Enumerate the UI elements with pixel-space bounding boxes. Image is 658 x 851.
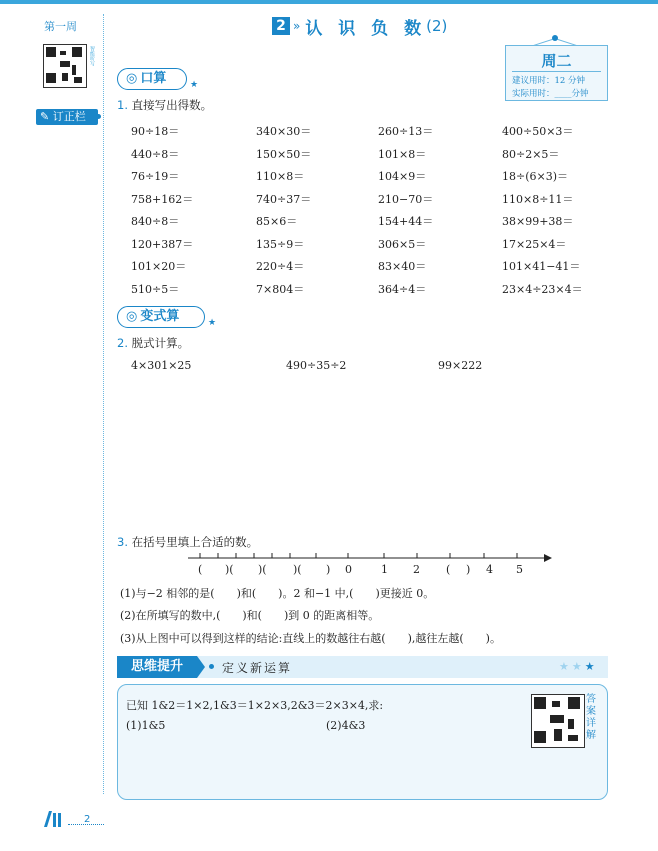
day-label: 周二	[541, 52, 572, 70]
actual-time: 实际用时：____分钟	[512, 89, 589, 99]
question-3-sub2: (2)在所填写的数中,( )和( )到 0 的距离相等。	[120, 609, 380, 622]
oral-calc-item: 740÷37＝	[256, 192, 312, 206]
oral-calc-title-text: 口算	[140, 71, 167, 86]
thinking-tag: 思维提升	[117, 656, 197, 678]
oral-calc-item: 758+162＝	[131, 192, 194, 206]
number-line-label: (	[446, 563, 451, 576]
number-line-label: )	[466, 563, 471, 576]
question-3	[117, 534, 258, 550]
oral-calc-item: 150×50＝	[256, 147, 312, 161]
variant-item: 490÷35÷2	[286, 359, 347, 372]
question-3-number: 3.	[117, 535, 128, 549]
target-icon: ◎	[126, 309, 138, 324]
page-mark-icon	[44, 811, 62, 827]
oral-calc-item: 510÷5＝	[131, 282, 180, 296]
number-line-label: )(	[293, 563, 302, 576]
oral-calc-section-title	[117, 68, 187, 90]
question-1	[117, 97, 212, 113]
oral-calc-item: 364÷4＝	[378, 282, 427, 296]
oral-calc-item: 110×8÷11＝	[502, 192, 574, 206]
oral-calc-item: 23×4÷23×4＝	[502, 282, 583, 296]
question-2-text: 脱式计算。	[131, 336, 190, 350]
question-2-number: 2.	[117, 336, 128, 350]
variant-item: 4×301×25	[131, 359, 192, 372]
oral-calc-item: 340×30＝	[256, 125, 312, 138]
difficulty-stars	[559, 660, 598, 673]
thinking-part-2: (2)4&3	[326, 719, 366, 732]
oral-calc-item: 83×40＝	[378, 260, 427, 273]
oral-calc-item: 104×9＝	[378, 170, 427, 183]
week-label: 第一周	[44, 20, 77, 33]
number-line-label: )(	[225, 563, 234, 576]
oral-calc-item: 260÷13＝	[378, 125, 434, 138]
oral-calc-item: 210−70＝	[378, 192, 434, 206]
number-line-label: (	[198, 563, 203, 576]
lesson-number-badge: 2	[272, 17, 290, 35]
oral-calc-item: 400÷50×3＝	[502, 125, 574, 138]
oral-calc-item: 76÷19＝	[131, 170, 180, 183]
oral-calc-item: 120+387＝	[131, 237, 194, 251]
number-line-label: 1	[381, 563, 388, 576]
oral-calc-item: 101×20＝	[131, 260, 187, 273]
oral-calc-item: 85×6＝	[256, 215, 298, 228]
question-2	[117, 335, 189, 351]
number-line	[188, 551, 552, 565]
oral-calc-item: 135÷9＝	[256, 237, 305, 251]
number-line-label: )	[326, 563, 331, 576]
oral-calc-item: 440÷8＝	[131, 147, 180, 161]
suggested-time: 建议用时：12 分钟	[512, 76, 586, 86]
day-card-divider	[512, 71, 601, 72]
top-border-line	[0, 0, 658, 4]
lesson-title-text: 认 识 负 数	[305, 18, 427, 39]
correction-label-text: 订正栏	[52, 110, 86, 123]
sparkle-icon: ★	[208, 318, 217, 328]
number-line-label: 5	[516, 563, 523, 576]
sparkle-icon: ★	[190, 80, 199, 90]
thinking-part-1: (1)1&5	[126, 719, 166, 732]
oral-calc-item: 220÷4＝	[256, 260, 305, 273]
thinking-arrow-icon	[197, 656, 205, 678]
page-number-underline	[68, 824, 104, 825]
oral-calc-item: 306×5＝	[378, 237, 427, 251]
number-line-label: 0	[345, 563, 352, 576]
double-chevron-icon: »	[293, 19, 301, 33]
qr-caption: 智能听写	[89, 46, 95, 66]
answer-qr-code[interactable]	[531, 694, 585, 748]
oral-calc-item: 90÷18＝	[131, 125, 180, 138]
question-1-text: 直接写出得数。	[131, 98, 213, 112]
oral-calc-item: 80÷2×5＝	[502, 147, 560, 161]
oral-calc-item: 18÷(6×3)＝	[502, 170, 569, 183]
thinking-subtitle: 定义新运算	[222, 661, 293, 675]
page-number: 2	[84, 814, 91, 825]
number-line-label: 2	[413, 563, 420, 576]
question-3-sub3: (3)从上图中可以得到这样的结论:直线上的数越往右越( ),越往左越( )。	[120, 632, 501, 645]
day-card	[505, 45, 608, 101]
number-line-label: )(	[258, 563, 267, 576]
oral-calc-item: 840÷8＝	[131, 215, 180, 228]
thinking-prompt: 已知 1&2＝1×2,1&3＝1×2×3,2&3＝2×3×4,求:	[126, 699, 384, 712]
number-line-label: 4	[486, 563, 493, 576]
oral-calc-item: 110×8＝	[256, 170, 305, 183]
oral-calc-item: 38×99+38＝	[502, 215, 574, 228]
dictation-qr-code[interactable]	[43, 44, 87, 88]
variant-item: 99×222	[438, 359, 483, 372]
answer-qr-caption: 答案详解	[586, 694, 596, 741]
pencil-icon: ✎	[40, 110, 50, 123]
star-icon: ★	[584, 660, 598, 673]
variant-calc-title-text: 变式算	[140, 309, 180, 324]
oral-calc-item: 7×804＝	[256, 282, 305, 296]
target-icon: ◎	[126, 71, 138, 86]
lesson-part: (2)	[426, 17, 448, 35]
oral-calc-item: 17×25×4＝	[502, 237, 567, 251]
oral-calc-item: 101×8＝	[378, 147, 427, 161]
question-3-text: 在括号里填上合适的数。	[131, 535, 259, 549]
star-icon: ★	[571, 660, 585, 673]
correction-dot	[96, 114, 101, 119]
star-icon: ★	[559, 660, 572, 673]
question-1-number: 1.	[117, 98, 128, 112]
thinking-dot	[209, 664, 214, 669]
hanger-pin-icon	[552, 35, 558, 41]
oral-calc-item: 154+44＝	[378, 215, 434, 228]
correction-column-label	[36, 109, 98, 125]
oral-calc-item: 101×41−41＝	[502, 260, 581, 273]
lesson-title	[272, 14, 447, 38]
margin-divider	[103, 14, 104, 794]
variant-calc-section-title	[117, 306, 205, 328]
question-3-sub1: (1)与−2 相邻的是( )和( )。2 和−1 中,( )更接近 0。	[120, 587, 435, 600]
